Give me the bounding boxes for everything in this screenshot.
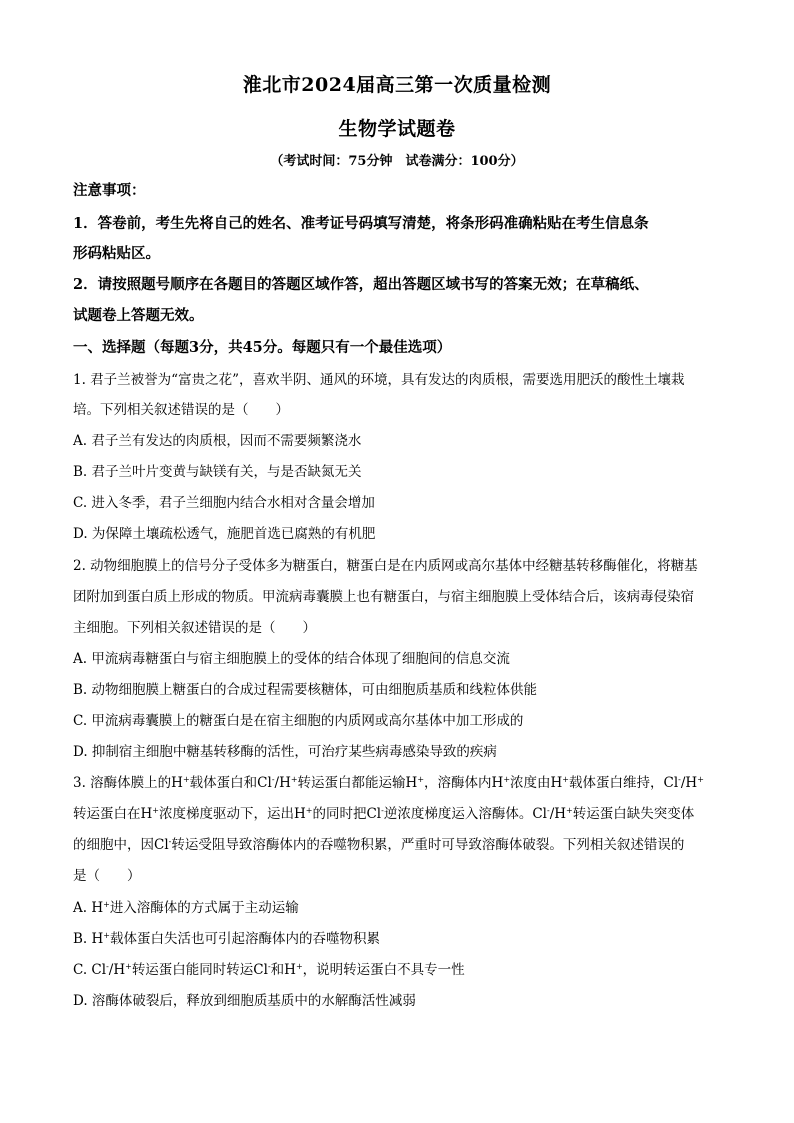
q3-option-c: C. Cl-/H+转运蛋白能同时转运Cl-和H+，说明转运蛋白不具专一性: [73, 962, 465, 978]
q1-option-a: A. 君子兰有发达的肉质根，因而不需要频繁浇水: [73, 433, 362, 449]
q2-stem-line-1: 2. 动物细胞膜上的信号分子受体多为糖蛋白，糖蛋白是在内质网或高尔基体中经糖基转移酶催化，将糖基: [73, 558, 698, 574]
exam-title: 淮北市2024届高三第一次质量检测: [242, 74, 552, 96]
q1-stem-line-2: 培。下列相关叙述错误的是（ ）: [73, 402, 289, 418]
q3-option-d: D. 溶酶体破裂后，释放到细胞质基质中的水解酶活性减弱: [73, 993, 416, 1009]
exam-info: （考试时间：75分钟 试卷满分：100分）: [270, 154, 524, 169]
q3-stem-line-1: 3. 溶酶体膜上的H+载体蛋白和Cl-/H+转运蛋白都能运输H+，溶酶体内H+浓度由H+载体蛋白维持，Cl-/H+: [73, 775, 704, 791]
notice-item-2-line-2: 试题卷上答题无效。: [73, 307, 204, 324]
notice-item-2-line-1: 2．请按照题号顺序在各题目的答题区域作答，超出答题区域书写的答案无效；在草稿纸、: [73, 276, 649, 293]
notice-item-1-line-2: 形码粘贴区。: [73, 245, 160, 262]
q3-stem-line-2: 转运蛋白在H+浓度梯度驱动下，运出H+的同时把Cl-逆浓度梯度运入溶酶体。Cl-/H+转运蛋白缺失突变体: [73, 806, 695, 822]
notice-heading: 注意事项：: [73, 182, 146, 199]
q2-option-c: C. 甲流病毒囊膜上的糖蛋白是在宿主细胞的内质网或高尔基体中加工形成的: [73, 713, 524, 729]
notice-item-1-line-1: 1．答卷前，考生先将自己的姓名、准考证号码填写清楚，将条形码准确粘贴在考生信息条: [73, 215, 649, 232]
section-1-heading: 一、选择题（每题3分，共45分。每题只有一个最佳选项）: [73, 339, 452, 356]
q1-option-c: C. 进入冬季，君子兰细胞内结合水相对含量会增加: [73, 495, 375, 511]
exam-subtitle: 生物学试题卷: [338, 118, 456, 140]
q1-option-d: D. 为保障土壤疏松透气，施肥首选已腐熟的有机肥: [73, 526, 376, 542]
q3-option-b: B. H+载体蛋白失活也可引起溶酶体内的吞噬物积累: [73, 931, 380, 947]
q3-option-a: A. H+进入溶酶体的方式属于主动运输: [73, 900, 299, 916]
q2-stem-line-3: 主细胞。下列相关叙述错误的是（ ）: [73, 620, 316, 636]
q3-stem-line-4: 是（ ）: [73, 868, 141, 884]
q2-option-d: D. 抑制宿主细胞中糖基转移酶的活性，可治疗某些病毒感染导致的疾病: [73, 744, 497, 760]
q2-option-a: A. 甲流病毒糖蛋白与宿主细胞膜上的受体的结合体现了细胞间的信息交流: [73, 651, 510, 667]
q3-stem-line-3: 的细胞中，因Cl-转运受阻导致溶酶体内的吞噬物积累，严重时可导致溶酶体破裂。下列相关叙述错误的: [73, 837, 685, 853]
q2-stem-line-2: 团附加到蛋白质上形成的物质。甲流病毒囊膜上也有糖蛋白，与宿主细胞膜上受体结合后，该病毒侵染宿: [73, 589, 694, 605]
q2-option-b: B. 动物细胞膜上糖蛋白的合成过程需要核糖体，可由细胞质基质和线粒体供能: [73, 682, 538, 698]
q1-stem-line-1: 1. 君子兰被誉为“富贵之花”，喜欢半阴、通风的环境，具有发达的肉质根，需要选用肥沃的酸性土壤栽: [73, 372, 685, 388]
q1-option-b: B. 君子兰叶片变黄与缺镁有关，与是否缺氮无关: [73, 464, 362, 480]
